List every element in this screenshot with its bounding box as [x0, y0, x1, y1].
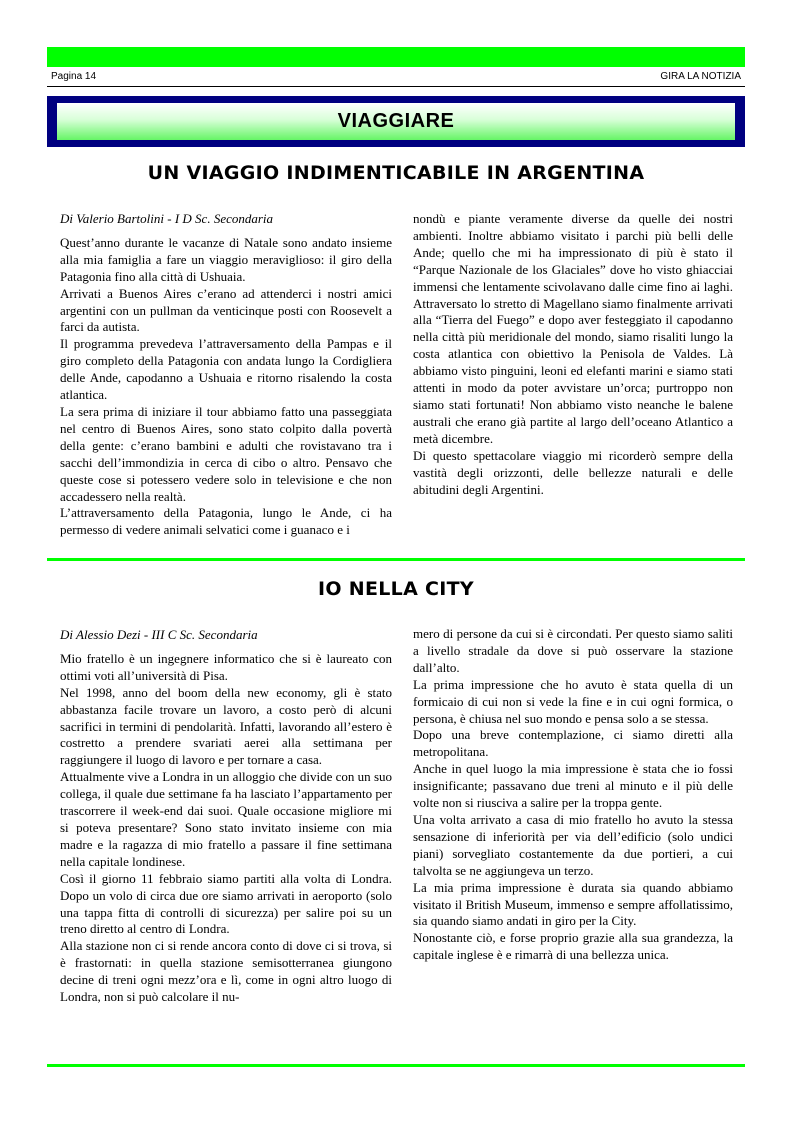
paragraph: Una volta arrivato a casa di mio fratello ho avuto la stessa sensazione di inferiorità per via dell’edificio (solo undici piani) sorvegliato costantemente da due portieri, a cui talvolta se ne aggiungeva un terzo. — [413, 811, 733, 878]
publication-name: GIRA LA NOTIZIA — [660, 71, 741, 82]
article-byline: Di Valerio Bartolini - I D Sc. Secondaria — [60, 211, 274, 226]
paragraph: Arrivati a Buenos Aires c’erano ad attenderci i nostri amici argentini con un pullman da venticinque posti con Roosevelt a farci da autista. — [60, 285, 392, 335]
section-divider — [47, 558, 745, 561]
paragraph: Mio fratello è un ingegnere informatico che si è laureato con ottimi voti all’università di Pisa. — [60, 650, 392, 683]
article-title: IO NELLA CITY — [318, 578, 474, 600]
paragraph: Nonostante ciò, e forse proprio grazie alla sua grandezza, la capitale inglese è e rimarrà di una bellezza unica. — [413, 930, 733, 963]
header-rule — [47, 86, 745, 87]
section-banner — [47, 96, 745, 147]
article-title: UN VIAGGIO INDIMENTICABILE IN ARGENTINA — [147, 162, 645, 184]
paragraph: La prima impressione che ho avuto è stata quella di un formicaio di cui non si vede la fine e in cui ogni formica, o persona, è chiusa nel suo mondo e pensa solo a se stessa. — [413, 676, 733, 726]
paragraph: Anche in quel luogo la mia impressione è stata che io fossi insignificante; passavano due treni al minuto e il più delle volte non si riusciva a salire per la troppa gente. — [413, 761, 733, 811]
article-column-left — [60, 211, 392, 539]
header-accent-bar — [47, 47, 745, 67]
paragraph: nondù e piante veramente diverse da quelle dei nostri ambienti. Inoltre abbiamo visitato i parchi più belli delle Ande; quello che mi ha impressionato di più è stato il “Parque Nazionale de los Glaciales” dove ho visto ghiacciai immensi che lentamente scivolavano dalle cime fino ai laghi. Attraversato lo stretto di Magellano siamo finalmente arrivati alla “Tierra del Fuego” e dopo aver festeggiato il capodanno nella città più meridionale del mondo, siamo risaliti lungo la costa atlantica con obiettivo la Penisola de Valdes. Là abbiamo visto pinguini, leoni ed elefanti marini e siamo stati attenti in modo da poter avvistare un’orca; purtroppo non siamo stati fortunati! Non abbiamo visto neanche le balene australi che erano già partite al largo dell’oceano Atlantico a metà dicembre. — [413, 211, 733, 446]
section-title: VIAGGIARE — [57, 103, 735, 140]
paragraph: Attualmente vive a Londra in un alloggio che divide con un suo collega, il quale due settimane fa ha lasciato l’appartamento per trascorrere il week-end dai suoi. Quale occasione migliore mi si poteva presentare? Sono stato invitato insieme con mia madre e la ragazza di mio fratello a passare il fine settimana nella capitale londinese. — [60, 769, 392, 869]
article-column-right — [413, 211, 733, 498]
paragraph: Nel 1998, anno del boom della new economy, gli è stato abbastanza facile trovare un lavoro, a costo però di alcuni sacrifici in termini di pendolarità. Infatti, lavorando all’estero è costretto a prendere svariati aerei alla settimana per raggiungere il luogo di lavoro e per tornare a casa. — [60, 684, 392, 768]
footer-divider — [47, 1064, 745, 1067]
paragraph: Quest’anno durante le vacanze di Natale sono andato insieme alla mia famiglia a fare un viaggio meraviglioso: il giro della Patagonia fino alla città di Ushuaia. — [60, 234, 392, 284]
page-number: Pagina 14 — [51, 71, 97, 82]
page-header — [47, 71, 745, 85]
paragraph: L’attraversamento della Patagonia, lungo le Ande, ci ha permesso di vedere animali selvatici come i guanaco e i — [60, 505, 392, 538]
paragraph: La sera prima di iniziare il tour abbiamo fatto una passeggiata nel centro di Buenos Aires, sono stato colpito dalla povertà della gente: c’erano bambini e adulti che rovistavano tra i sacchi dell’immondizia in cerca di cibo o altro. Pensavo che queste cose si potessero vedere solo in televisione e che non accadessero nella realtà. — [60, 403, 392, 504]
paragraph: Così il giorno 11 febbraio siamo partiti alla volta di Londra. Dopo un volo di circa due ore siamo arrivati in aeroporto (solo una tappa fitta di controlli di sicurezza) per salire poi su un treno diretto al centro di Londra. — [60, 870, 392, 937]
article-column-left — [60, 627, 392, 1006]
paragraph: mero di persone da cui si è circondati. Per questo siamo saliti a livello stradale da dove si può osservare la stazione dall’alto. — [413, 626, 733, 675]
paragraph: La mia prima impressione è durata sia quando abbiamo visitato il British Museum, immenso e sempre affollatissimo, sia quando siamo andati in giro per la City. — [413, 879, 733, 929]
paragraph: Di questo spettacolare viaggio mi ricorderò sempre della vastità degli orizzonti, delle bellezze naturali e delle abitudini degli Argentini. — [413, 447, 733, 497]
paragraph: Alla stazione non ci si rende ancora conto di dove ci si trova, si è frastornati: in quella stazione semisotterranea giungono decine di treni ogni mezz’ora e lì, come in ogni altro luogo di Londra, non si può calcolare il nu- — [60, 938, 392, 1005]
article-byline: Di Alessio Dezi - III C Sc. Secondaria — [60, 627, 258, 642]
paragraph: Dopo una breve contemplazione, ci siamo diretti alla metropolitana. — [413, 727, 733, 760]
article-column-right — [413, 626, 733, 964]
paragraph: Il programma prevedeva l’attraversamento della Pampas e il giro completo della Patagonia con andata lungo la Cordigliera delle Ande, capodanno a Ushuaia e ritorno risalendo la costa atlantica. — [60, 336, 392, 403]
